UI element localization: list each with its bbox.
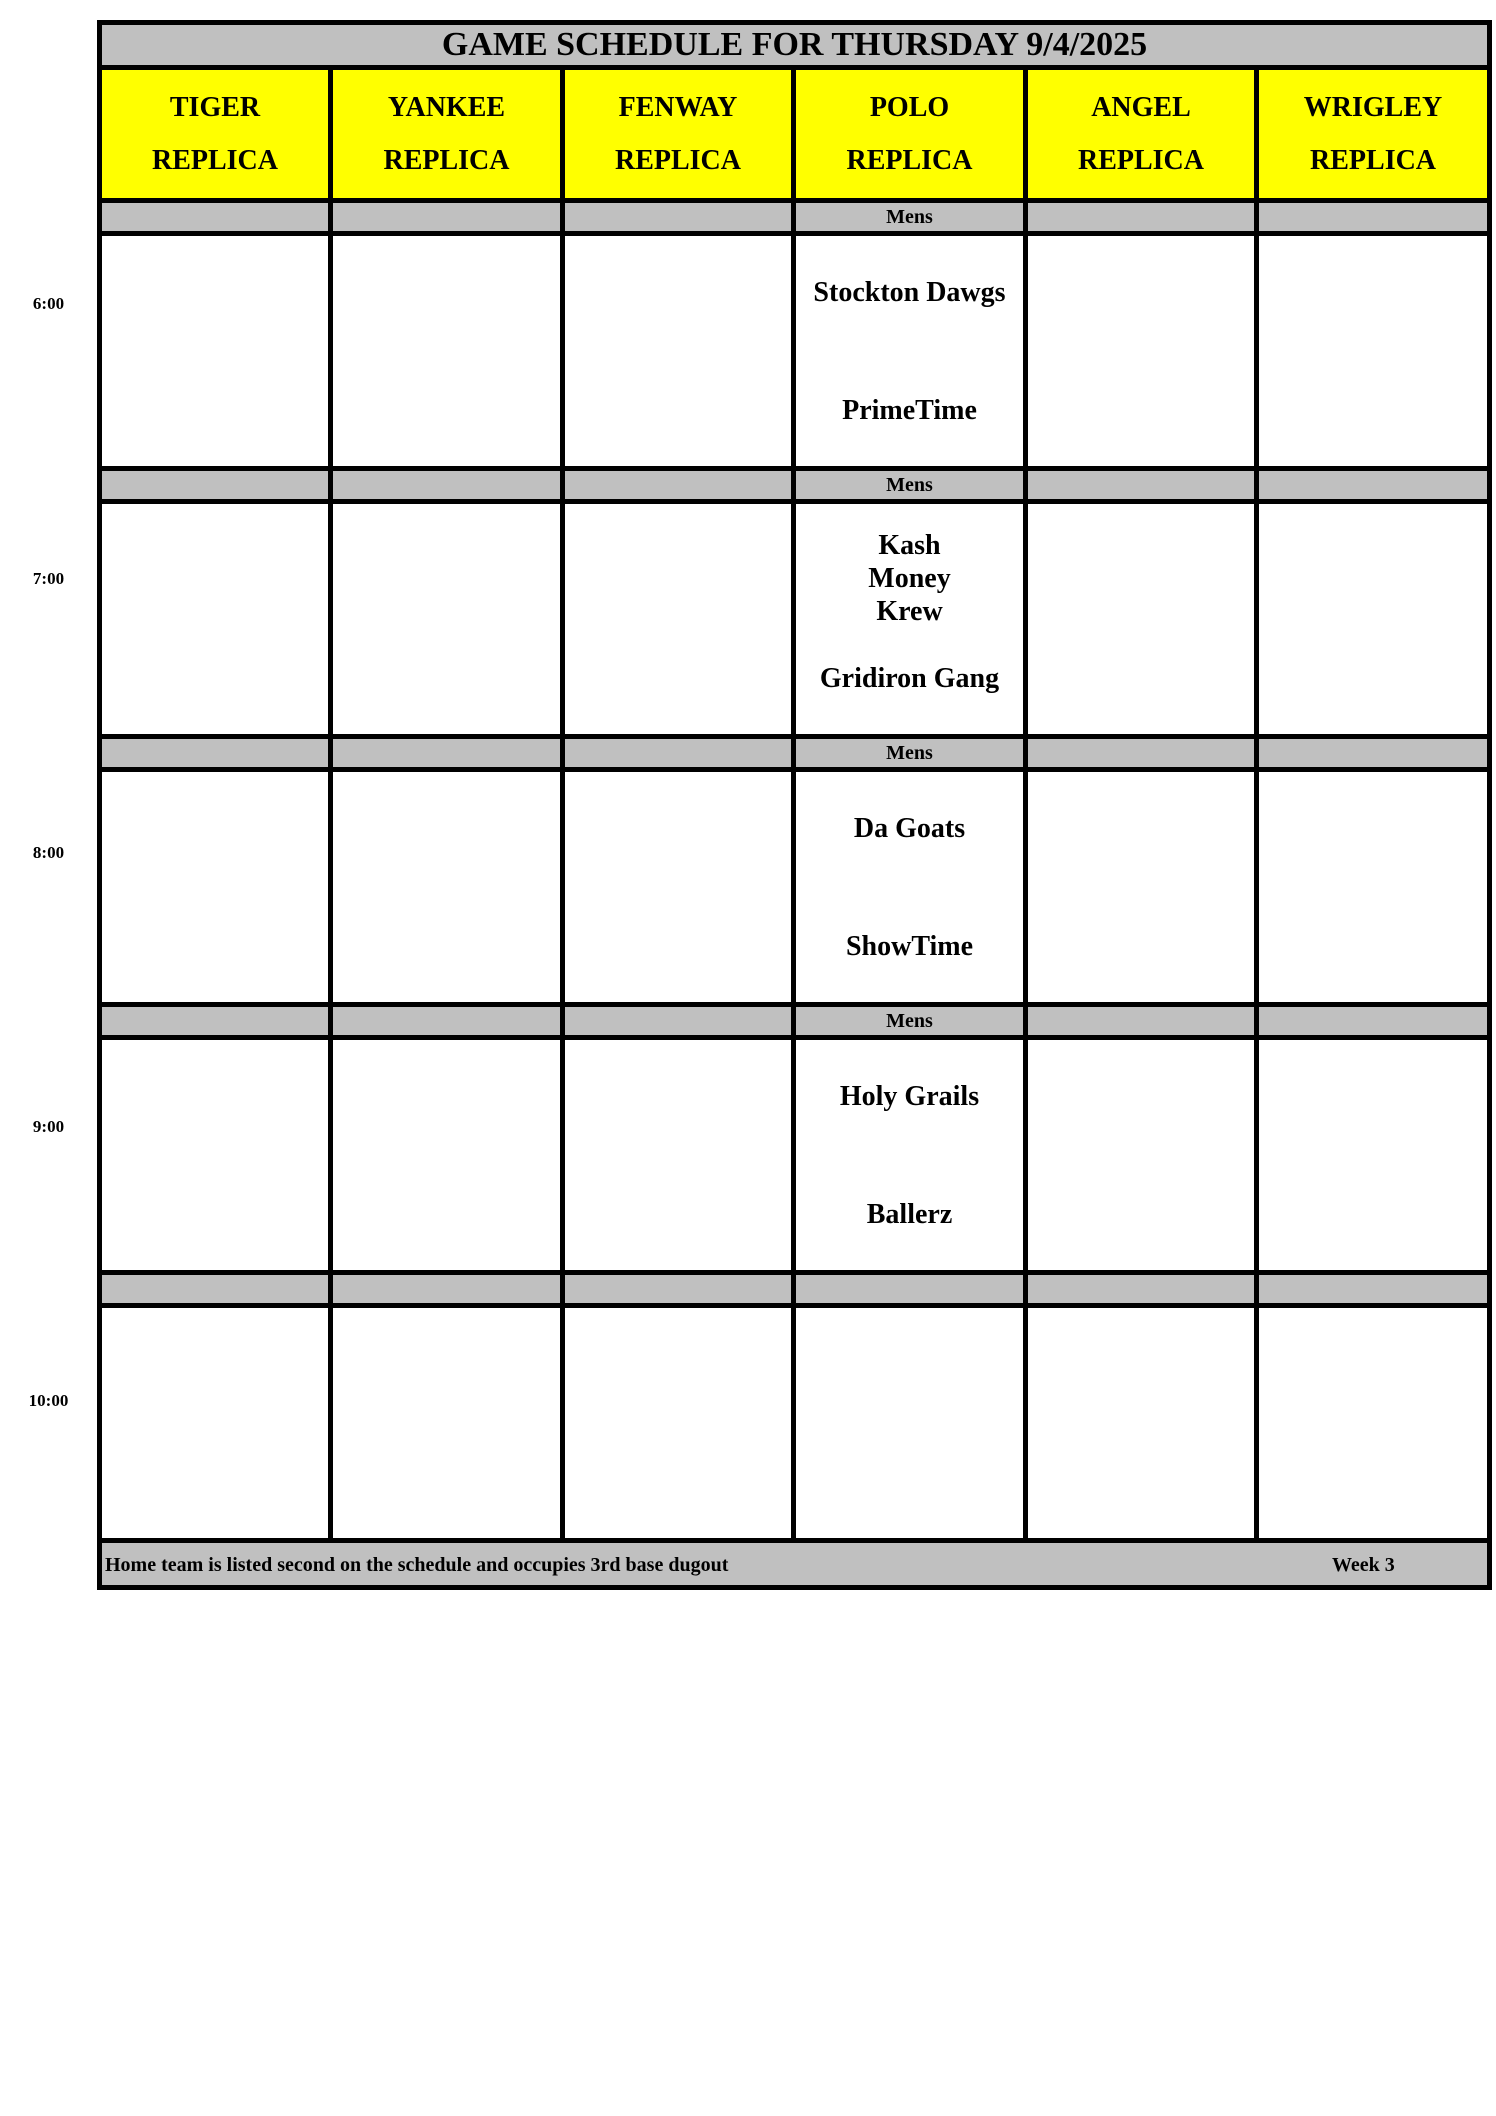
schedule-title: GAME SCHEDULE FOR THURSDAY 9/4/2025 — [100, 23, 1490, 68]
home-team: PrimeTime — [842, 395, 977, 426]
division-cell — [331, 1273, 563, 1306]
game-cell-empty — [563, 502, 794, 737]
game-cell — [794, 1038, 1026, 1273]
game-cell-empty — [1026, 770, 1257, 1005]
game-cell-empty — [331, 770, 563, 1005]
division-cell — [1026, 737, 1257, 770]
division-cell — [331, 737, 563, 770]
division-cell — [1026, 1273, 1257, 1306]
time-label-6-00: 6:00 — [32, 294, 65, 313]
division-cell — [1257, 1005, 1490, 1038]
division-cell — [331, 201, 563, 234]
game-cell-empty — [1026, 1038, 1257, 1273]
game-cell-empty — [100, 502, 331, 737]
field-name: TIGER — [169, 91, 261, 123]
division-cell — [1257, 201, 1490, 234]
field-name: WRIGLEY — [1303, 91, 1443, 123]
division-cell — [1257, 469, 1490, 502]
division-row — [100, 1273, 1490, 1306]
schedule-table — [97, 20, 1492, 1590]
time-label-7-00: 7:00 — [32, 569, 65, 588]
game-cell — [794, 502, 1026, 737]
game-cell-empty — [100, 770, 331, 1005]
game-row — [100, 1038, 1490, 1273]
division-cell — [1257, 1273, 1490, 1306]
game-cell-empty — [563, 1038, 794, 1273]
division-label — [794, 1273, 1026, 1306]
game-cell-empty — [1257, 1306, 1490, 1541]
game-cell-empty — [331, 502, 563, 737]
field-header-yankee — [331, 68, 563, 201]
division-cell — [1257, 737, 1490, 770]
game-cell-empty — [1257, 1038, 1490, 1273]
division-label: Mens — [794, 469, 1026, 502]
division-label: Mens — [794, 1005, 1026, 1038]
game-cell-empty — [331, 1038, 563, 1273]
game-row — [100, 502, 1490, 737]
visitor-team: Da Goats — [853, 813, 966, 844]
field-name: POLO — [869, 91, 950, 123]
division-row — [100, 737, 1490, 770]
division-cell — [100, 469, 331, 502]
field-type: REPLICA — [1077, 144, 1204, 176]
time-label-10-00: 10:00 — [28, 1391, 69, 1410]
division-cell — [100, 1005, 331, 1038]
game-cell — [794, 1306, 1026, 1541]
division-label: Mens — [794, 737, 1026, 770]
division-cell — [1026, 1005, 1257, 1038]
field-header-fenway — [563, 68, 794, 201]
field-name: FENWAY — [618, 91, 738, 123]
field-type: REPLICA — [614, 144, 741, 176]
game-cell-empty — [100, 234, 331, 469]
field-type: REPLICA — [846, 144, 973, 176]
division-cell — [100, 201, 331, 234]
field-header-row — [100, 68, 1490, 201]
game-cell-empty — [563, 770, 794, 1005]
division-cell — [100, 1273, 331, 1306]
game-row — [100, 1306, 1490, 1541]
field-name: ANGEL — [1091, 91, 1191, 123]
schedule-sheet — [97, 20, 1487, 1590]
game-cell-empty — [563, 234, 794, 469]
game-cell-empty — [1257, 770, 1490, 1005]
game-row — [100, 770, 1490, 1005]
division-cell — [563, 201, 794, 234]
division-row — [100, 1005, 1490, 1038]
game-cell-empty — [1257, 502, 1490, 737]
field-header-wrigley — [1257, 68, 1490, 201]
division-cell — [563, 1005, 794, 1038]
home-team: Gridiron Gang — [819, 663, 1000, 694]
game-cell-empty — [331, 1306, 563, 1541]
game-cell-empty — [1026, 502, 1257, 737]
division-cell — [100, 737, 331, 770]
division-cell — [331, 1005, 563, 1038]
game-cell-empty — [1257, 234, 1490, 469]
division-row — [100, 469, 1490, 502]
game-cell-empty — [331, 234, 563, 469]
home-team: Ballerz — [866, 1199, 953, 1230]
game-row — [100, 234, 1490, 469]
field-header-angel — [1026, 68, 1257, 201]
game-cell-empty — [1026, 1306, 1257, 1541]
game-cell-empty — [100, 1306, 331, 1541]
field-type: REPLICA — [1310, 144, 1437, 176]
division-cell — [563, 1273, 794, 1306]
game-cell — [794, 770, 1026, 1005]
field-type: REPLICA — [151, 144, 278, 176]
field-header-tiger — [100, 68, 331, 201]
visitor-team: Holy Grails — [839, 1081, 980, 1112]
division-cell — [331, 469, 563, 502]
game-cell — [794, 234, 1026, 469]
division-label: Mens — [794, 201, 1026, 234]
field-name: YANKEE — [387, 91, 506, 123]
division-cell — [563, 737, 794, 770]
game-cell-empty — [563, 1306, 794, 1541]
game-cell-empty — [100, 1038, 331, 1273]
time-label-8-00: 8:00 — [32, 843, 65, 862]
division-cell — [1026, 469, 1257, 502]
footer-row — [100, 1541, 1490, 1588]
game-cell-empty — [1026, 234, 1257, 469]
field-header-polo — [794, 68, 1026, 201]
footer-cell — [100, 1541, 1490, 1588]
division-cell — [1026, 201, 1257, 234]
home-team-note: Home team is listed second on the schedule and occupies 3rd base dugout — [105, 1554, 729, 1576]
time-label-9-00: 9:00 — [32, 1117, 65, 1136]
visitor-team: Kash Money Krew — [868, 530, 951, 627]
division-cell — [563, 469, 794, 502]
home-team: ShowTime — [845, 931, 974, 962]
division-row — [100, 201, 1490, 234]
field-type: REPLICA — [383, 144, 510, 176]
title-row — [100, 23, 1490, 68]
visitor-team: Stockton Dawgs — [813, 277, 1006, 308]
week-label: Week 3 — [1332, 1554, 1395, 1576]
